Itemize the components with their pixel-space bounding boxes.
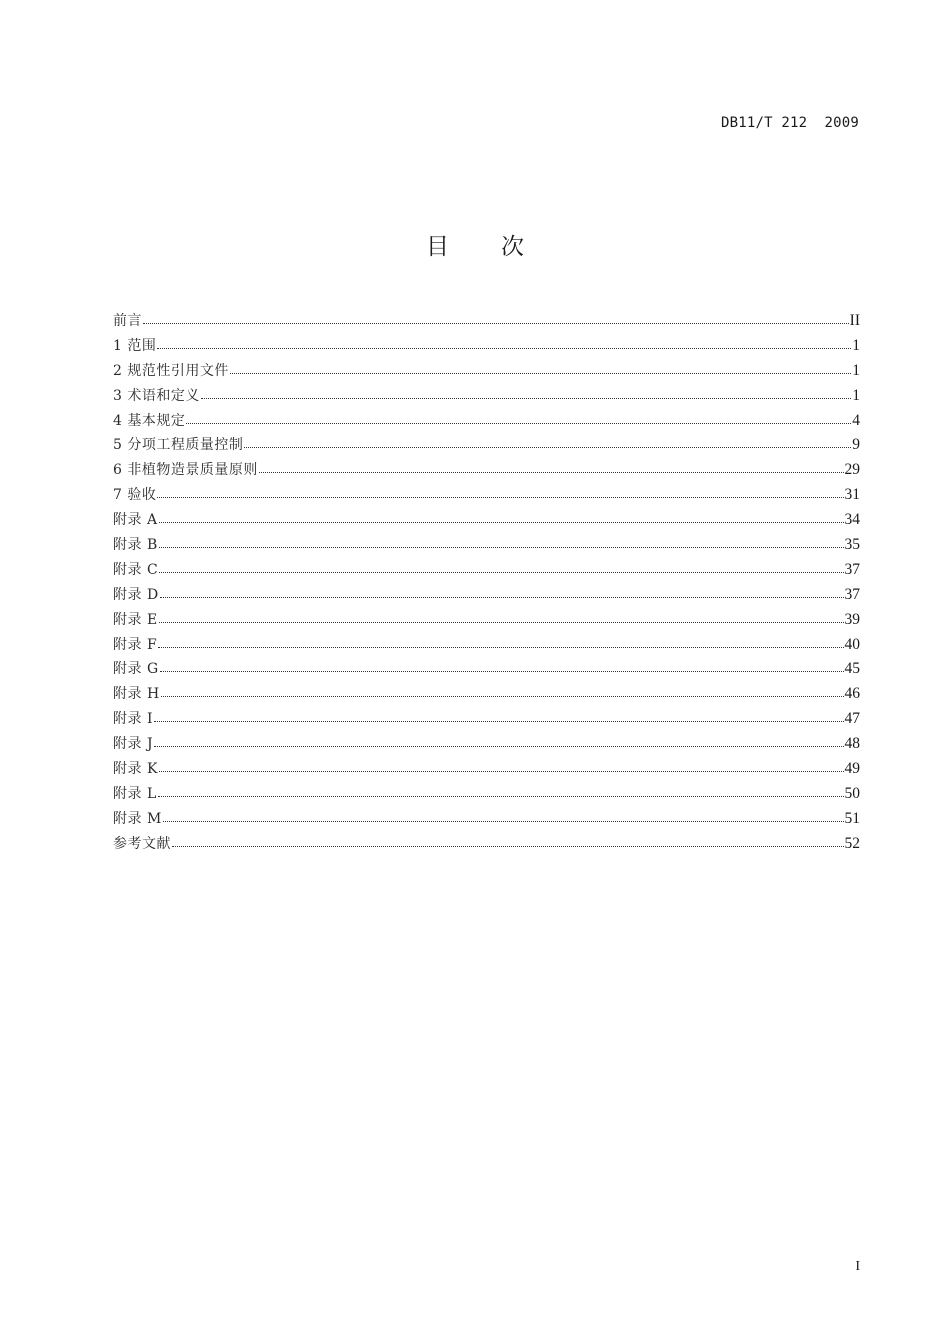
toc-item-label: 附录 E — [113, 611, 158, 628]
toc-item-page: 34 — [844, 511, 860, 529]
dot-leader — [244, 435, 851, 449]
page-title — [0, 228, 950, 261]
title-char-2: 次 — [501, 234, 524, 260]
toc-item-label: 附录 A — [113, 512, 158, 529]
toc-item-foreword[interactable] — [113, 309, 860, 334]
dot-leader — [158, 635, 843, 649]
toc-item-appendix-m[interactable] — [113, 807, 860, 832]
toc-item-label: 1 范围 — [113, 337, 157, 354]
toc-item-label: 4 基本规定 — [113, 412, 186, 429]
toc-item-appendix-f[interactable] — [113, 633, 860, 658]
toc-item-label: 附录 C — [113, 561, 159, 578]
dot-leader — [159, 610, 844, 624]
page-number: I — [855, 1259, 860, 1274]
toc-item-label: 附录 K — [113, 761, 158, 778]
toc-item-page: 37 — [844, 560, 860, 578]
dot-leader — [159, 510, 844, 524]
table-of-contents — [113, 309, 860, 857]
toc-item-label: 3 术语和定义 — [113, 387, 200, 404]
dot-leader — [157, 336, 851, 350]
toc-item-page: 35 — [844, 536, 860, 554]
dot-leader — [159, 535, 844, 549]
toc-item-label: 附录 F — [113, 636, 158, 653]
toc-item-page: 45 — [844, 660, 860, 678]
dot-leader — [154, 709, 844, 723]
toc-item-quality-control[interactable] — [113, 433, 860, 458]
toc-item-scope[interactable] — [113, 334, 860, 359]
toc-item-normative-references[interactable] — [113, 359, 860, 384]
dot-leader — [259, 460, 844, 474]
toc-item-appendix-g[interactable] — [113, 657, 860, 682]
toc-item-appendix-c[interactable] — [113, 558, 860, 583]
toc-item-label: 附录 I — [113, 711, 153, 728]
toc-item-page: 39 — [844, 610, 860, 628]
dot-leader — [159, 759, 844, 773]
toc-item-label: 附录 M — [113, 810, 162, 827]
toc-item-label: 附录 L — [113, 785, 157, 802]
toc-item-basic-provisions[interactable] — [113, 409, 860, 434]
toc-item-appendix-h[interactable] — [113, 682, 860, 707]
dot-leader — [172, 834, 844, 848]
toc-item-page: 40 — [844, 635, 860, 653]
toc-item-label: 附录 J — [113, 736, 154, 753]
toc-item-page: 47 — [844, 710, 860, 728]
toc-item-page: 1 — [852, 361, 860, 379]
dot-leader — [230, 361, 851, 375]
dot-leader — [160, 585, 844, 599]
dot-leader — [163, 809, 844, 823]
toc-item-page: II — [849, 312, 860, 329]
toc-item-page: 52 — [844, 834, 860, 852]
toc-item-label: 6 非植物造景质量原则 — [113, 462, 258, 479]
dot-leader — [201, 386, 851, 400]
dot-leader — [186, 411, 851, 425]
toc-item-appendix-b[interactable] — [113, 533, 860, 558]
toc-item-page: 48 — [844, 735, 860, 753]
toc-item-page: 31 — [844, 486, 860, 504]
toc-item-page: 37 — [844, 585, 860, 603]
toc-item-appendix-e[interactable] — [113, 608, 860, 633]
toc-item-page: 49 — [844, 760, 860, 778]
dot-leader — [159, 560, 843, 574]
toc-item-label: 附录 H — [113, 686, 160, 703]
dot-leader — [160, 659, 844, 673]
toc-item-label: 附录 B — [113, 537, 158, 554]
toc-item-page: 9 — [852, 436, 860, 454]
toc-item-page: 1 — [852, 386, 860, 404]
toc-item-label: 参考文献 — [113, 835, 171, 852]
toc-item-appendix-a[interactable] — [113, 508, 860, 533]
toc-item-acceptance[interactable] — [113, 483, 860, 508]
toc-item-appendix-j[interactable] — [113, 732, 860, 757]
toc-item-label: 附录 D — [113, 586, 159, 603]
dot-leader — [157, 485, 843, 499]
standard-code: DB11/T 212 2009 — [720, 115, 859, 131]
toc-item-page: 50 — [844, 784, 860, 802]
toc-item-page: 46 — [844, 685, 860, 703]
dot-leader — [158, 784, 844, 798]
toc-item-terms-definitions[interactable] — [113, 384, 860, 409]
toc-item-page: 51 — [844, 809, 860, 827]
toc-item-page: 4 — [852, 411, 860, 429]
toc-item-label: 前言 — [113, 313, 142, 329]
toc-item-appendix-i[interactable] — [113, 707, 860, 732]
toc-item-appendix-k[interactable] — [113, 757, 860, 782]
toc-item-label: 5 分项工程质量控制 — [113, 437, 244, 454]
dot-leader — [143, 311, 849, 325]
toc-item-bibliography[interactable] — [113, 832, 860, 857]
toc-item-page: 29 — [844, 461, 860, 479]
toc-item-appendix-l[interactable] — [113, 782, 860, 807]
title-char-1: 目 — [426, 234, 449, 260]
toc-item-label: 2 规范性引用文件 — [113, 362, 229, 379]
dot-leader — [161, 684, 844, 698]
toc-item-appendix-d[interactable] — [113, 583, 860, 608]
dot-leader — [154, 734, 843, 748]
toc-item-non-plant-landscaping[interactable] — [113, 458, 860, 483]
toc-item-page: 1 — [852, 336, 860, 354]
toc-item-label: 附录 G — [113, 661, 159, 678]
toc-item-label: 7 验收 — [113, 487, 157, 504]
